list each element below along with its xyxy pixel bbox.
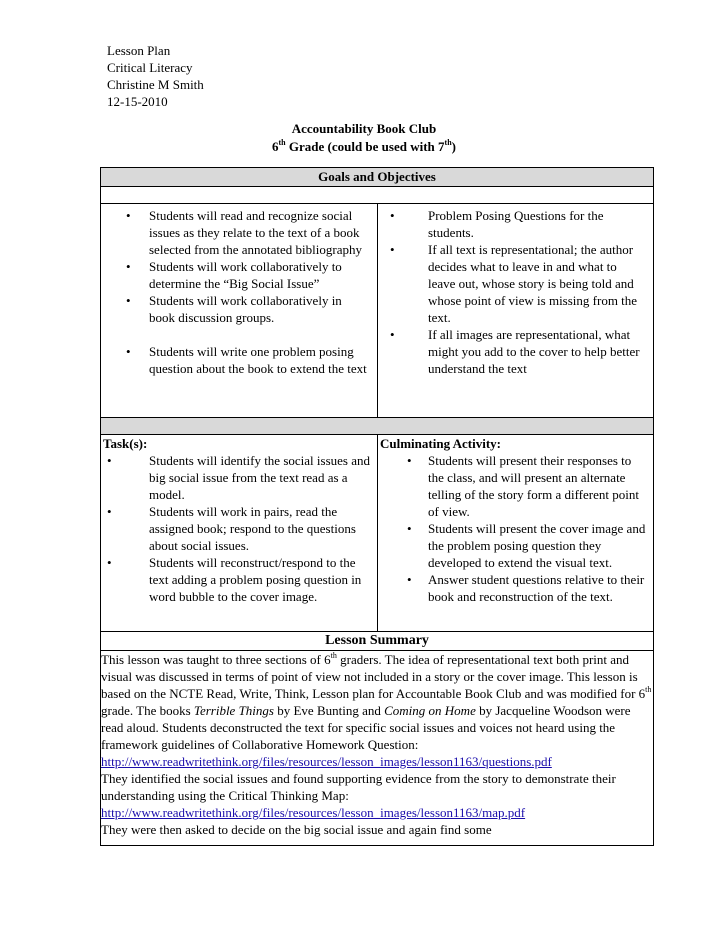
list-item: • Answer student questions relative to their book and reconstruction of the text. (407, 572, 645, 604)
list-item: • Students will work in pairs, read the assigned book; respond to the questions about social issues. (107, 504, 356, 553)
problem-posing-list (378, 204, 647, 377)
tasks-cell (101, 435, 378, 632)
map-pdf-link[interactable]: http://www.readwritethink.org/files/resources/lesson_images/lesson1163/map.pdf (101, 805, 526, 820)
lesson-title: Accountability Book Club (291, 121, 437, 136)
list-item: • Students will read and recognize social issues as they relate to the text of a book selected from the annotated bibliography (126, 208, 362, 257)
bullet-icon: • (126, 293, 131, 308)
list-item: • If all images are representational, what might you add to the cover to help better understand the text (390, 327, 640, 376)
list-item: • Students will work collaboratively in book discussion groups. (126, 293, 342, 325)
culminating-cell (378, 435, 654, 632)
bullet-icon: • (407, 572, 412, 587)
goals-heading: Goals and Objectives (101, 168, 654, 187)
list-item: • Students will reconstruct/respond to the text adding a problem posing question in word bubble to the cover image. (107, 555, 362, 604)
culminating-list (378, 452, 647, 605)
document-header (107, 42, 204, 110)
lesson-plan-table (100, 167, 654, 846)
goals-spacer-row (101, 187, 654, 204)
questions-pdf-link[interactable]: http://www.readwritethink.org/files/resources/lesson_images/lesson1163/questions.pdf (101, 754, 552, 769)
lesson-title-block (0, 120, 728, 156)
objectives-list (101, 204, 369, 377)
summary-paragraph: This lesson was taught to three sections of 6th graders. The idea of representational text both print and visual was discussed in terms of point of view not included in a story or the cover image. This lesson is based on the NCTE Read, Write, Think, Lesson plan for Accountable Book Club and was modified for 6th grade. The books Terrible Things by Eve Bunting and Coming on Home by Jacqueline Woodson were read aloud. Students deconstructed the text for specific social issues and voices not heard using the framework guidelines of Collaborative Homework Question: (101, 650, 652, 752)
header-author: Christine M Smith (107, 77, 204, 92)
header-date: 12-15-2010 (107, 94, 168, 109)
list-item: • If all text is representational; the author decides what to leave in and what to leave out, whose story is being told and whose point of view is missing from the text. (390, 242, 638, 325)
bullet-icon: • (390, 242, 395, 257)
summary-heading: Lesson Summary (101, 632, 654, 651)
bullet-icon: • (126, 344, 131, 359)
summary-body (101, 651, 654, 846)
list-item: • Students will write one problem posing question about the book to extend the text (126, 344, 367, 376)
list-item: • Students will present the cover image and the problem posing question they developed to extend the visual text. (407, 521, 646, 570)
bullet-icon: • (107, 555, 112, 570)
bullet-icon: • (407, 521, 412, 536)
book-title-coming-on-home: Coming on Home (384, 703, 476, 718)
bullet-icon: • (407, 453, 412, 468)
list-item: • Problem Posing Questions for the students. (390, 208, 604, 240)
bullet-icon: • (126, 208, 131, 223)
bullet-icon: • (390, 327, 395, 342)
book-title-terrible-things: Terrible Things (193, 703, 274, 718)
culminating-label: Culminating Activity: (380, 436, 501, 451)
header-subject: Critical Literacy (107, 60, 193, 75)
tasks-list (101, 452, 371, 605)
goals-left-cell (101, 204, 378, 418)
tasks-label: Task(s): (103, 436, 148, 451)
bullet-icon: • (126, 259, 131, 274)
summary-text: They were then asked to decide on the big social issue and again find some (101, 822, 492, 837)
bullet-icon: • (107, 504, 112, 519)
list-item: • Students will work collaboratively to determine the “Big Social Issue” (126, 259, 342, 291)
bullet-icon: • (107, 453, 112, 468)
grade-line: 6th Grade (could be used with 7th) (272, 137, 456, 154)
list-item: • Students will present their responses to the class, and will present an alternate telling of the story form a different point of view. (407, 453, 639, 519)
goals-right-cell (378, 204, 654, 418)
shaded-divider-row (101, 418, 654, 435)
header-doc-type: Lesson Plan (107, 43, 171, 58)
bullet-icon: • (390, 208, 395, 223)
list-item: • Students will identify the social issues and big social issue from the text read as a model. (107, 453, 370, 502)
summary-text: They identified the social issues and found supporting evidence from the story to demonstrate their understanding using the Critical Thinking Map: (101, 771, 616, 803)
